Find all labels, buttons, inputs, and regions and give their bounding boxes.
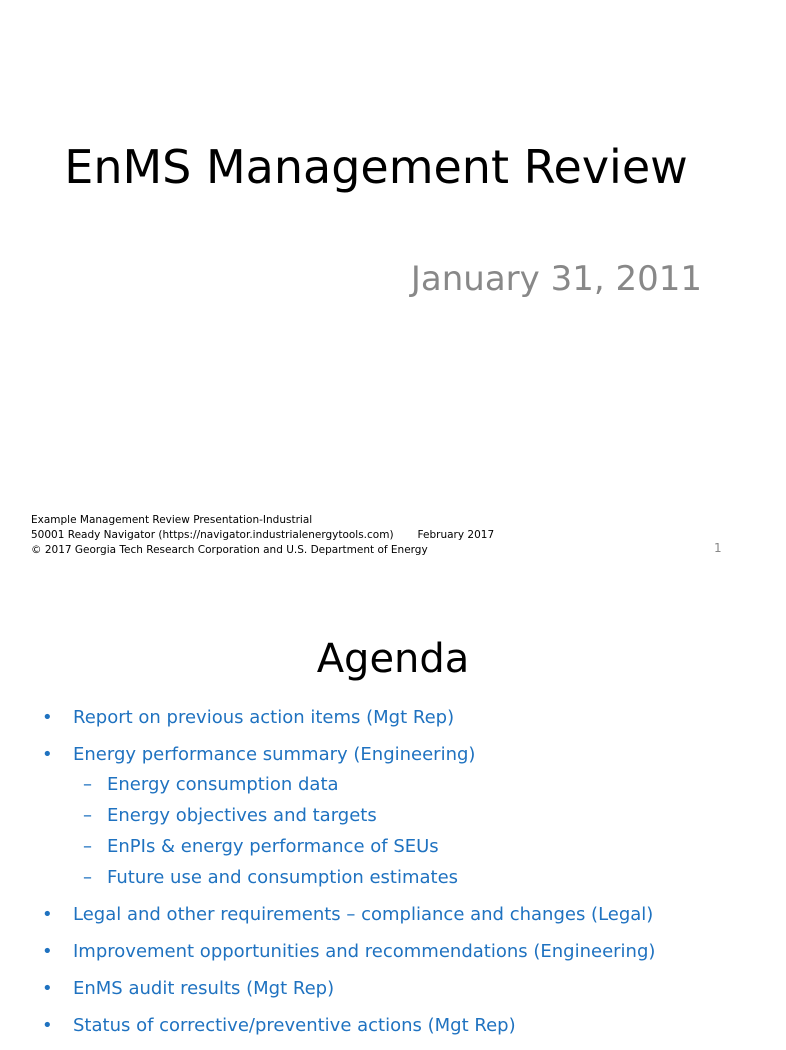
agenda-item <box>42 902 762 927</box>
agenda-sublist <box>73 772 762 890</box>
agenda-subitem <box>73 803 762 828</box>
agenda-item-label: Energy performance summary (Engineering) <box>73 744 476 765</box>
agenda-subitem <box>73 865 762 890</box>
slide-title: EnMS Management Review <box>64 140 688 194</box>
dash-icon: – <box>83 836 92 857</box>
agenda-item-label: Legal and other requirements – compliance and changes (Legal) <box>73 904 654 925</box>
agenda-item <box>42 939 762 964</box>
slide-2 <box>0 582 768 1036</box>
dash-icon: – <box>83 805 92 826</box>
bullet-icon: • <box>42 904 53 925</box>
agenda-subitem-label: EnPIs & energy performance of SEUs <box>107 836 439 857</box>
agenda-item-label: Report on previous action items (Mgt Rep) <box>73 707 455 728</box>
agenda-item-label: Status of corrective/preventive actions (Mgt Rep) <box>73 1015 516 1036</box>
agenda-subitem-label: Energy objectives and targets <box>107 805 377 826</box>
agenda-subitem-label: Future use and consumption estimates <box>107 867 459 888</box>
bullet-icon: • <box>42 744 53 765</box>
footer-line-2 <box>31 528 494 543</box>
agenda-subitem <box>73 772 762 797</box>
bullet-icon: • <box>42 707 53 728</box>
bullet-icon: • <box>42 978 53 999</box>
footer-date: February 2017 <box>417 529 495 541</box>
page-number: 1 <box>714 541 722 555</box>
agenda-item <box>42 705 762 730</box>
agenda-list <box>42 705 762 1050</box>
dash-icon: – <box>83 867 92 888</box>
agenda-item-label: EnMS audit results (Mgt Rep) <box>73 978 335 999</box>
slide-date: January 31, 2011 <box>410 259 702 299</box>
footer-line-3: © 2017 Georgia Tech Research Corporation and U.S. Department of Energy <box>31 544 428 556</box>
bullet-icon: • <box>42 1015 53 1036</box>
footer-line-1: Example Management Review Presentation-Industrial <box>31 514 313 526</box>
dash-icon: – <box>83 774 92 795</box>
agenda-subitem <box>73 834 762 859</box>
agenda-item-label: Improvement opportunities and recommendations (Engineering) <box>73 941 656 962</box>
bullet-icon: • <box>42 941 53 962</box>
agenda-item <box>42 1013 762 1038</box>
footer-navigator-text: 50001 Ready Navigator (https://navigator.industrialenergytools.com) <box>31 529 394 541</box>
agenda-subitem-label: Energy consumption data <box>107 774 339 795</box>
slide-footer <box>31 513 494 558</box>
agenda-item <box>42 742 762 890</box>
agenda-item <box>42 976 762 1001</box>
agenda-title: Agenda <box>316 636 470 682</box>
